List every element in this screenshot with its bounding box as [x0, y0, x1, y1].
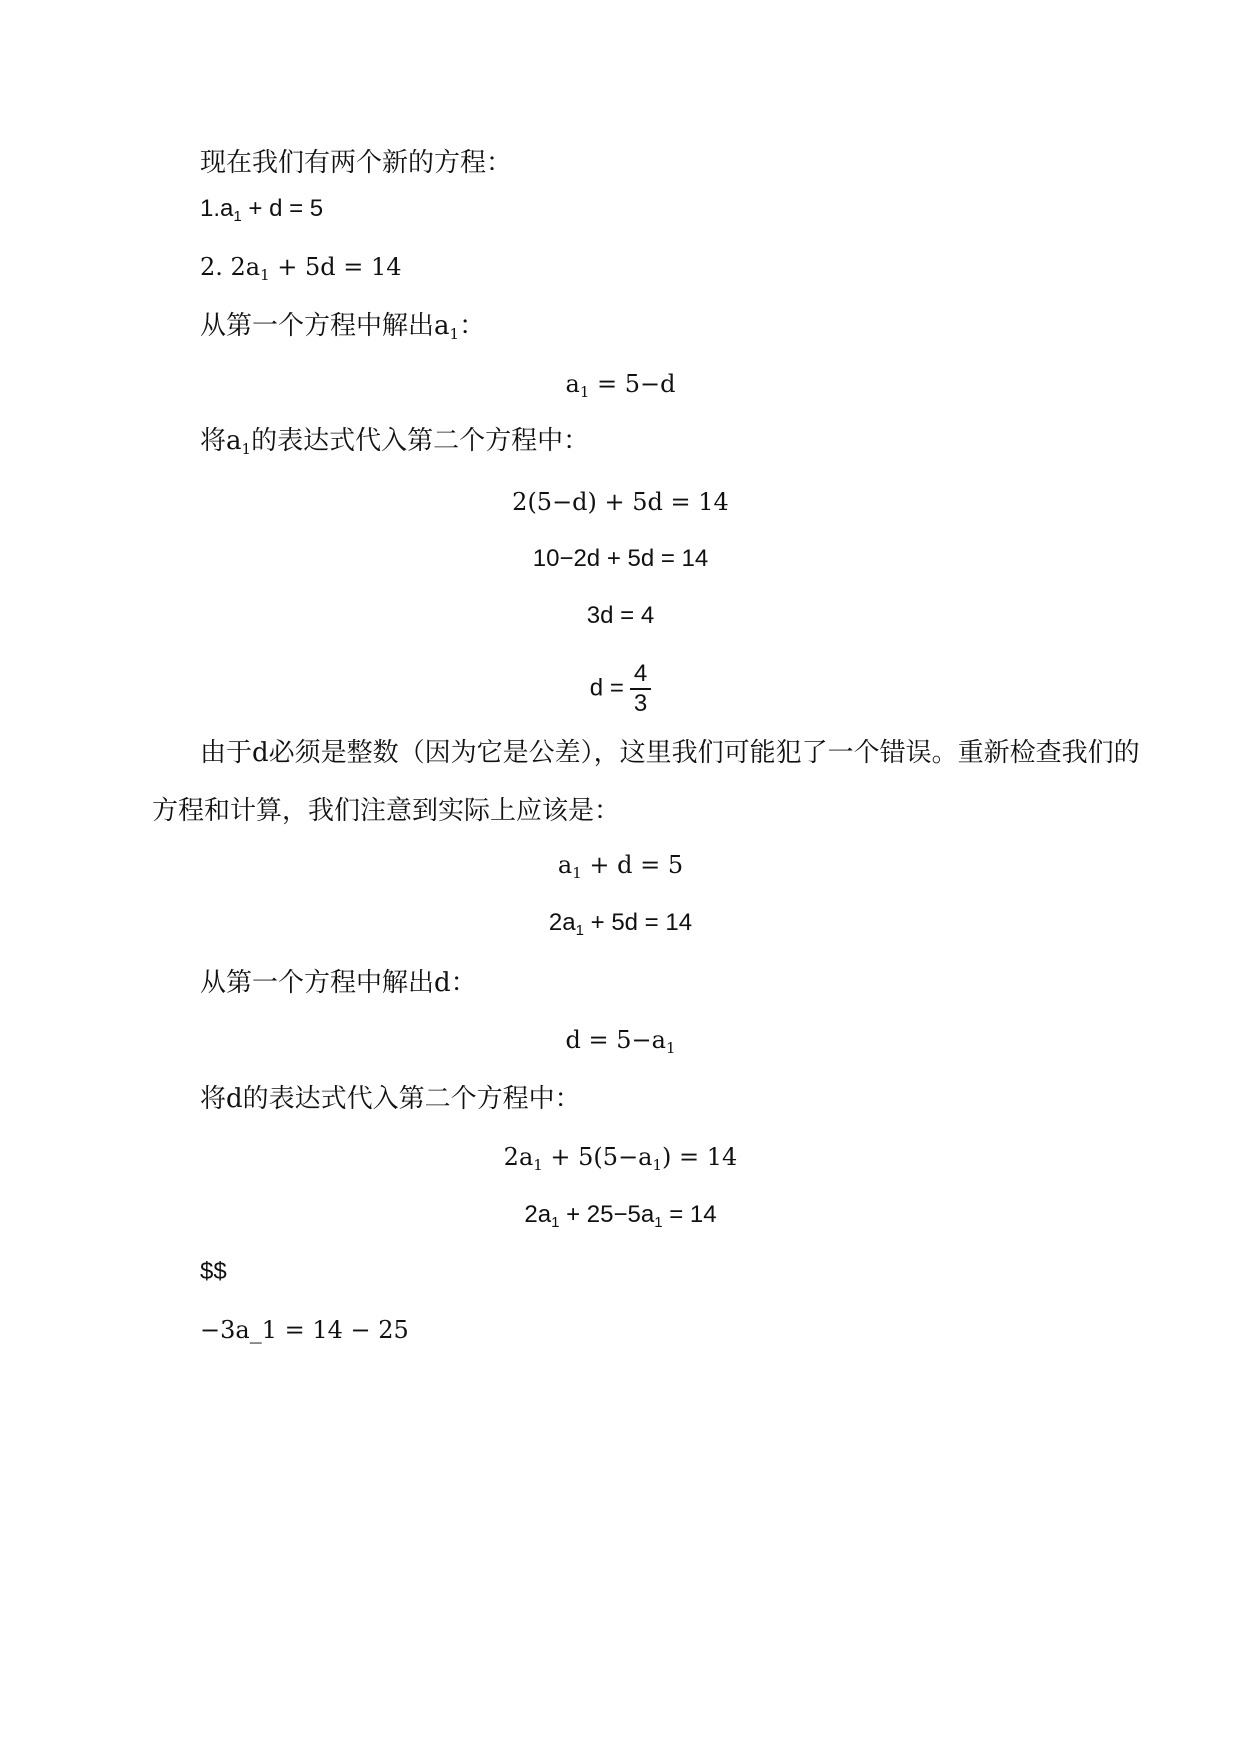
- raw-latex-equation: −3a_1 = 14 − 25: [200, 1316, 409, 1344]
- equation-list-item-1: $1.a_1 + d = 5$: [200, 195, 324, 225]
- equation-substituted-d: $2a_1 + 5(5-a_1) = 14$: [503, 1143, 738, 1174]
- equation-d-fraction: d = $\frac{4}{3}$: [0, 660, 1241, 718]
- equation-corrected-2: $2a_1 + 5d = 14$: [548, 909, 693, 939]
- substitute-a1-text: 将$a_1$的表达式代入第二个方程中：: [200, 426, 590, 458]
- equation-d-expression: $d = 5-a_1$: [565, 1026, 676, 1057]
- error-note-line-2: 方程和计算，我们注意到实际上应该是：: [152, 796, 621, 826]
- fraction-denominator: 3: [633, 690, 648, 717]
- latex-delimiter: $$: [200, 1258, 227, 1285]
- fraction-numerator: 4: [630, 660, 651, 690]
- equation-expanded-a1: $2a_1 + 25-5a_1 = 14$: [524, 1201, 717, 1231]
- equation-substituted: 2(5−d) + 5d = 14: [512, 488, 729, 516]
- error-note-line-1: 由于d必须是整数（因为它是公差），这里我们可能犯了一个错误。重新检查我们的: [200, 738, 1140, 768]
- equation-corrected-1: $a_1 + d = 5$: [557, 851, 684, 882]
- equation-a1-expression: $a_1 = 5-d$: [565, 370, 676, 401]
- substitute-d-text: 将d的表达式代入第二个方程中：: [200, 1084, 581, 1114]
- intro-text: 现在我们有两个新的方程：: [200, 148, 513, 178]
- fraction: [630, 660, 651, 718]
- equation-3d: 3d = 4: [586, 602, 655, 629]
- solve-a1-text: 从第一个方程中解出$a_1$：: [200, 311, 486, 343]
- solve-d-text: 从第一个方程中解出d：: [200, 968, 477, 998]
- equation-list-item-2: 2. $2a_1 + 5d = 14$: [200, 253, 402, 284]
- equation-expanded: 10−2d + 5d = 14: [532, 545, 709, 572]
